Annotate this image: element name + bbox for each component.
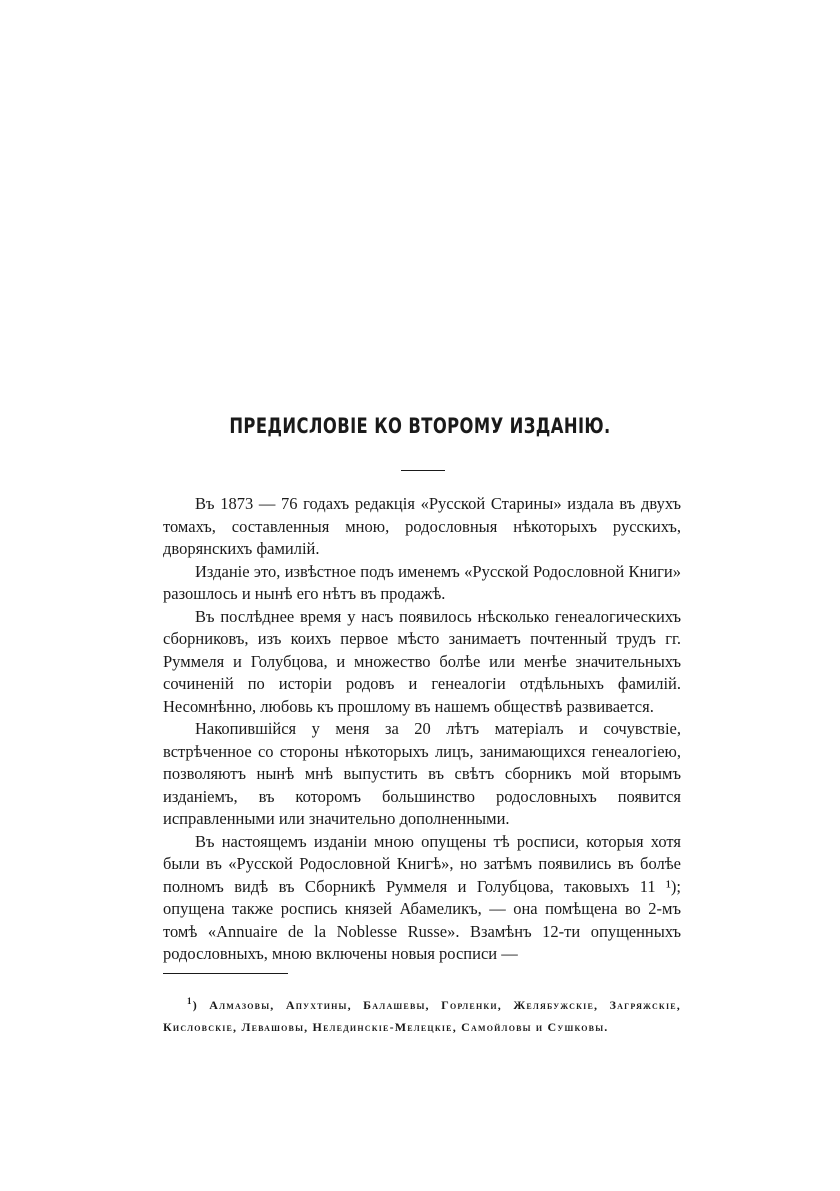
footnote-text: ) Алмазовы, Апухтины, Балашевы, Горленки, Желябужскіе, Загряжскіе, Кисловскіе, Левашовы, Нелединскіе-Мелецкіе, Самойловы и Сушковы.: [163, 998, 681, 1034]
page-title: ПРЕДИСЛОВІЕ КО ВТОРОМУ ИЗДАНІЮ.: [229, 414, 611, 438]
title-divider: [401, 470, 445, 471]
footnote-divider: [163, 973, 288, 974]
paragraph: Въ послѣднее время у насъ появилось нѣсколько генеалогическихъ сборниковъ, изъ коихъ первое мѣсто занимаетъ почтенный трудъ гг. Руммеля и Голубцова, и множество болѣе или менѣе значительныхъ сочиненій по исторіи родовъ и генеалогіи отдѣльныхъ фамилій. Несомнѣнно, любовь къ прошлому въ нашемъ обществѣ развивается.: [163, 606, 681, 716]
paragraph: Накопившійся у меня за 20 лѣтъ матеріалъ и сочувствіе, встрѣченное со стороны нѣкоторыхъ лицъ, занимающихся генеалогіею, позволяютъ нынѣ мнѣ выпустить въ свѣтъ сборникъ мой вторымъ изданіемъ, въ которомъ большинство родословныхъ появится исправленными или значительно дополненными.: [163, 719, 681, 828]
paragraph: Въ настоящемъ изданіи мною опущены тѣ росписи, которыя хотя были въ «Русской Родословной Книгѣ», но затѣмъ появились въ болѣе полномъ видѣ въ Сборникѣ Руммеля и Голубцова, таковыхъ 11 ¹); опущена также роспись князей Абамеликъ, — она помѣщена во 2-мъ томѣ «Annuaire de la Noblesse Russe». Взамѣнъ 12-ти опущенныхъ родословныхъ, мною включены новыя росписи —: [163, 831, 681, 963]
paragraph: Изданіе это, извѣстное подъ именемъ «Русской Родословной Книги» разошлось и нынѣ его нѣтъ въ продажѣ.: [163, 561, 681, 603]
paragraph: Въ 1873 — 76 годахъ редакція «Русской Старины» издала въ двухъ томахъ, составленныя мною, родословныя нѣкоторыхъ русскихъ, дворянскихъ фамилій.: [163, 494, 681, 558]
footnote: [163, 991, 681, 1038]
footnote-marker: 1: [187, 996, 193, 1006]
body-text: [163, 493, 681, 966]
